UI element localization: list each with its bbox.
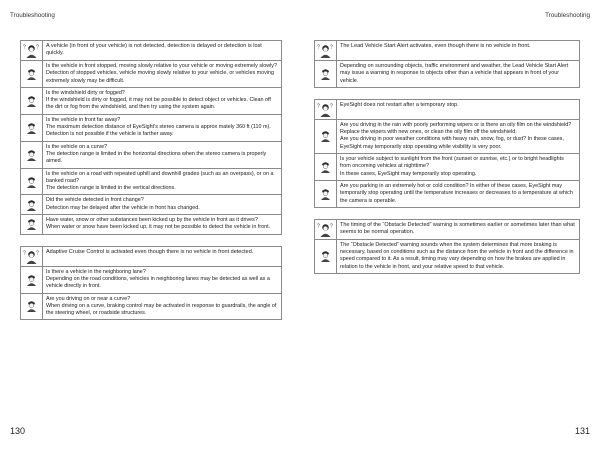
troubleshooting-list xyxy=(314,40,580,285)
page-right xyxy=(300,0,600,450)
driver-icon xyxy=(21,115,43,141)
confused-driver-icon xyxy=(315,220,337,239)
driver-icon xyxy=(21,195,43,214)
running-header: Troubleshooting xyxy=(545,12,590,19)
answer-text: Is the windshield dirty or fogged? If the windshield is dirty or fogged, it may not be possible to detect object or vehicles. Clean off the dirt or fog from the windshield, and then try using the system again. xyxy=(46,89,271,111)
svg-text:?: ? xyxy=(36,250,39,257)
answer-row xyxy=(21,141,281,168)
answer-row xyxy=(315,153,579,180)
svg-text:?: ? xyxy=(330,44,333,51)
answer-row xyxy=(21,214,281,234)
svg-text:?: ? xyxy=(317,223,320,230)
troubleshooting-group xyxy=(314,219,580,274)
svg-text:?: ? xyxy=(317,103,320,110)
running-header: Troubleshooting xyxy=(10,12,55,19)
driver-icon xyxy=(21,215,43,234)
driver-icon xyxy=(21,267,43,293)
issue-text: A vehicle (in front of your vehicle) is not detected, detection is delayed or detection is lost quickly. xyxy=(46,43,262,57)
troubleshooting-group xyxy=(20,40,282,235)
answer-text: Are you driving in the rain with poorly performing wipers or is there an oily film on the windshield? Replace the wipers with new ones, or clean the oily film off the windshield. Are you driving in poor weather conditions with heavy rain, snow, fog, or dust? In these cases, EyeSight may temporarily stop operating while visibility is very poor. xyxy=(340,121,572,150)
svg-text:?: ? xyxy=(317,44,320,51)
answer-row xyxy=(21,293,281,320)
issue-row xyxy=(21,41,281,60)
answer-row xyxy=(315,60,579,87)
svg-text:?: ? xyxy=(23,44,26,51)
answer-text: Did the vehicle detected in front change? Detection may be delayed after the vehicle in front has changed. xyxy=(46,197,200,211)
driver-icon xyxy=(21,294,43,320)
answer-row xyxy=(21,87,281,114)
confused-driver-icon xyxy=(315,100,337,119)
troubleshooting-group xyxy=(20,246,282,321)
driver-icon xyxy=(315,120,337,153)
svg-text:?: ? xyxy=(330,103,333,110)
confused-driver-icon xyxy=(21,247,43,266)
troubleshooting-list xyxy=(20,40,282,331)
answer-row xyxy=(21,60,281,87)
answer-text: Is the vehicle in front far away? The maximum detection distance of EyeSight's stereo camera is approx mately 360 ft (110 m). Detection is not possible if the vehicle is farther away. xyxy=(46,116,271,138)
answer-row xyxy=(315,180,579,207)
answer-row xyxy=(21,114,281,141)
svg-text:?: ? xyxy=(23,250,26,257)
answer-row xyxy=(315,119,579,153)
svg-text:?: ? xyxy=(36,44,39,51)
answer-text: Are you parking in an extremely hot or cold condition? In either of these cases, EyeSight may temporarily stop operating until the temperature increases or decreases to a temperature at which the camera is operable. xyxy=(340,182,573,204)
issue-text: EyeSight does not restart after a temporary stop. xyxy=(340,101,459,108)
issue-row xyxy=(315,220,579,239)
driver-icon xyxy=(21,61,43,87)
page-number: 130 xyxy=(10,426,26,436)
answer-text: Is the vehicle on a road with repeated uphill and downhill grades (such as an overpass), or on a banked road? The detection range is limited in the vertical directions. xyxy=(46,170,274,192)
answer-text: Depending on surrounding objects, traffic environment and weather, the Lead Vehicle Start Alert may issue a warning in response to objects other than a vehicle that appears in front of your vehicle. xyxy=(340,63,569,84)
troubleshooting-group xyxy=(314,99,580,208)
answer-text: Is your vehicle subject to sunlight from the front (sunset or sunrise, etc.) or to bright headlights from oncoming vehicles at nighttime? In these cases, EyeSight may temporarily stop operating. xyxy=(340,156,564,177)
answer-text: Is the vehicle in front stopped, moving slowly relative to your vehicle or moving extremely slowly? Detection of stopped vehicles, vehicle moving slowly relative to your vehicle, or vehicles moving extremely slowly may be difficult. xyxy=(46,63,277,84)
troubleshooting-group xyxy=(314,40,580,88)
answer-text: Have water, snow or other substances been kicked up by the vehicle in front as it drives? When water or snow have been kicked up, it may not be possible to detect the vehicle in front. xyxy=(46,217,271,231)
driver-icon xyxy=(21,169,43,195)
driver-icon xyxy=(315,154,337,180)
answer-row xyxy=(21,194,281,214)
driver-icon xyxy=(315,61,337,87)
answer-row xyxy=(315,239,579,273)
page-number: 131 xyxy=(574,426,590,436)
answer-row xyxy=(21,266,281,293)
issue-row xyxy=(315,41,579,60)
driver-icon xyxy=(315,240,337,273)
answer-text: Is the vehicle on a curve? The detection range is limited in the horizontal directions when the stereo camera is properly aimed. xyxy=(46,143,267,165)
confused-driver-icon xyxy=(315,41,337,60)
driver-icon xyxy=(21,88,43,114)
issue-text: The timing of the “Obstacle Detected” warning is sometimes earlier or sometimes later than what seems to be normal operation. xyxy=(340,221,575,236)
answer-row xyxy=(21,168,281,195)
answer-text: The “Obstacle Detected” warning sounds when the system determines that more braking is necessary, based on conditions such as the distance from the vehicle in front and the difference in speed compared to it. As a result, timing may vary depending on how the brakes are applied in relation to the vehicle in front, and your relative speed to that vehicle. xyxy=(340,241,574,270)
issue-text: Adaptive Cruise Control is activated even though there is no vehicle in front detected. xyxy=(46,248,254,255)
confused-driver-icon xyxy=(21,41,43,60)
answer-text: Are you driving on or near a curve? When driving on a curve, braking control may be activated in response to guardrails, the angle of the steering wheel, or roadside structures. xyxy=(46,295,277,317)
issue-row xyxy=(315,100,579,119)
driver-icon xyxy=(315,181,337,207)
answer-text: Is there a vehicle in the neighboring lane? Depending on the road conditions, vehicles in neighboring lanes may be detected as well as a vehicle directly in front. xyxy=(46,268,270,290)
driver-icon xyxy=(21,142,43,168)
issue-text: The Lead Vehicle Start Alert activates, even though there is no vehicle in front. xyxy=(340,43,531,49)
svg-text:?: ? xyxy=(330,223,333,230)
issue-row xyxy=(21,247,281,266)
